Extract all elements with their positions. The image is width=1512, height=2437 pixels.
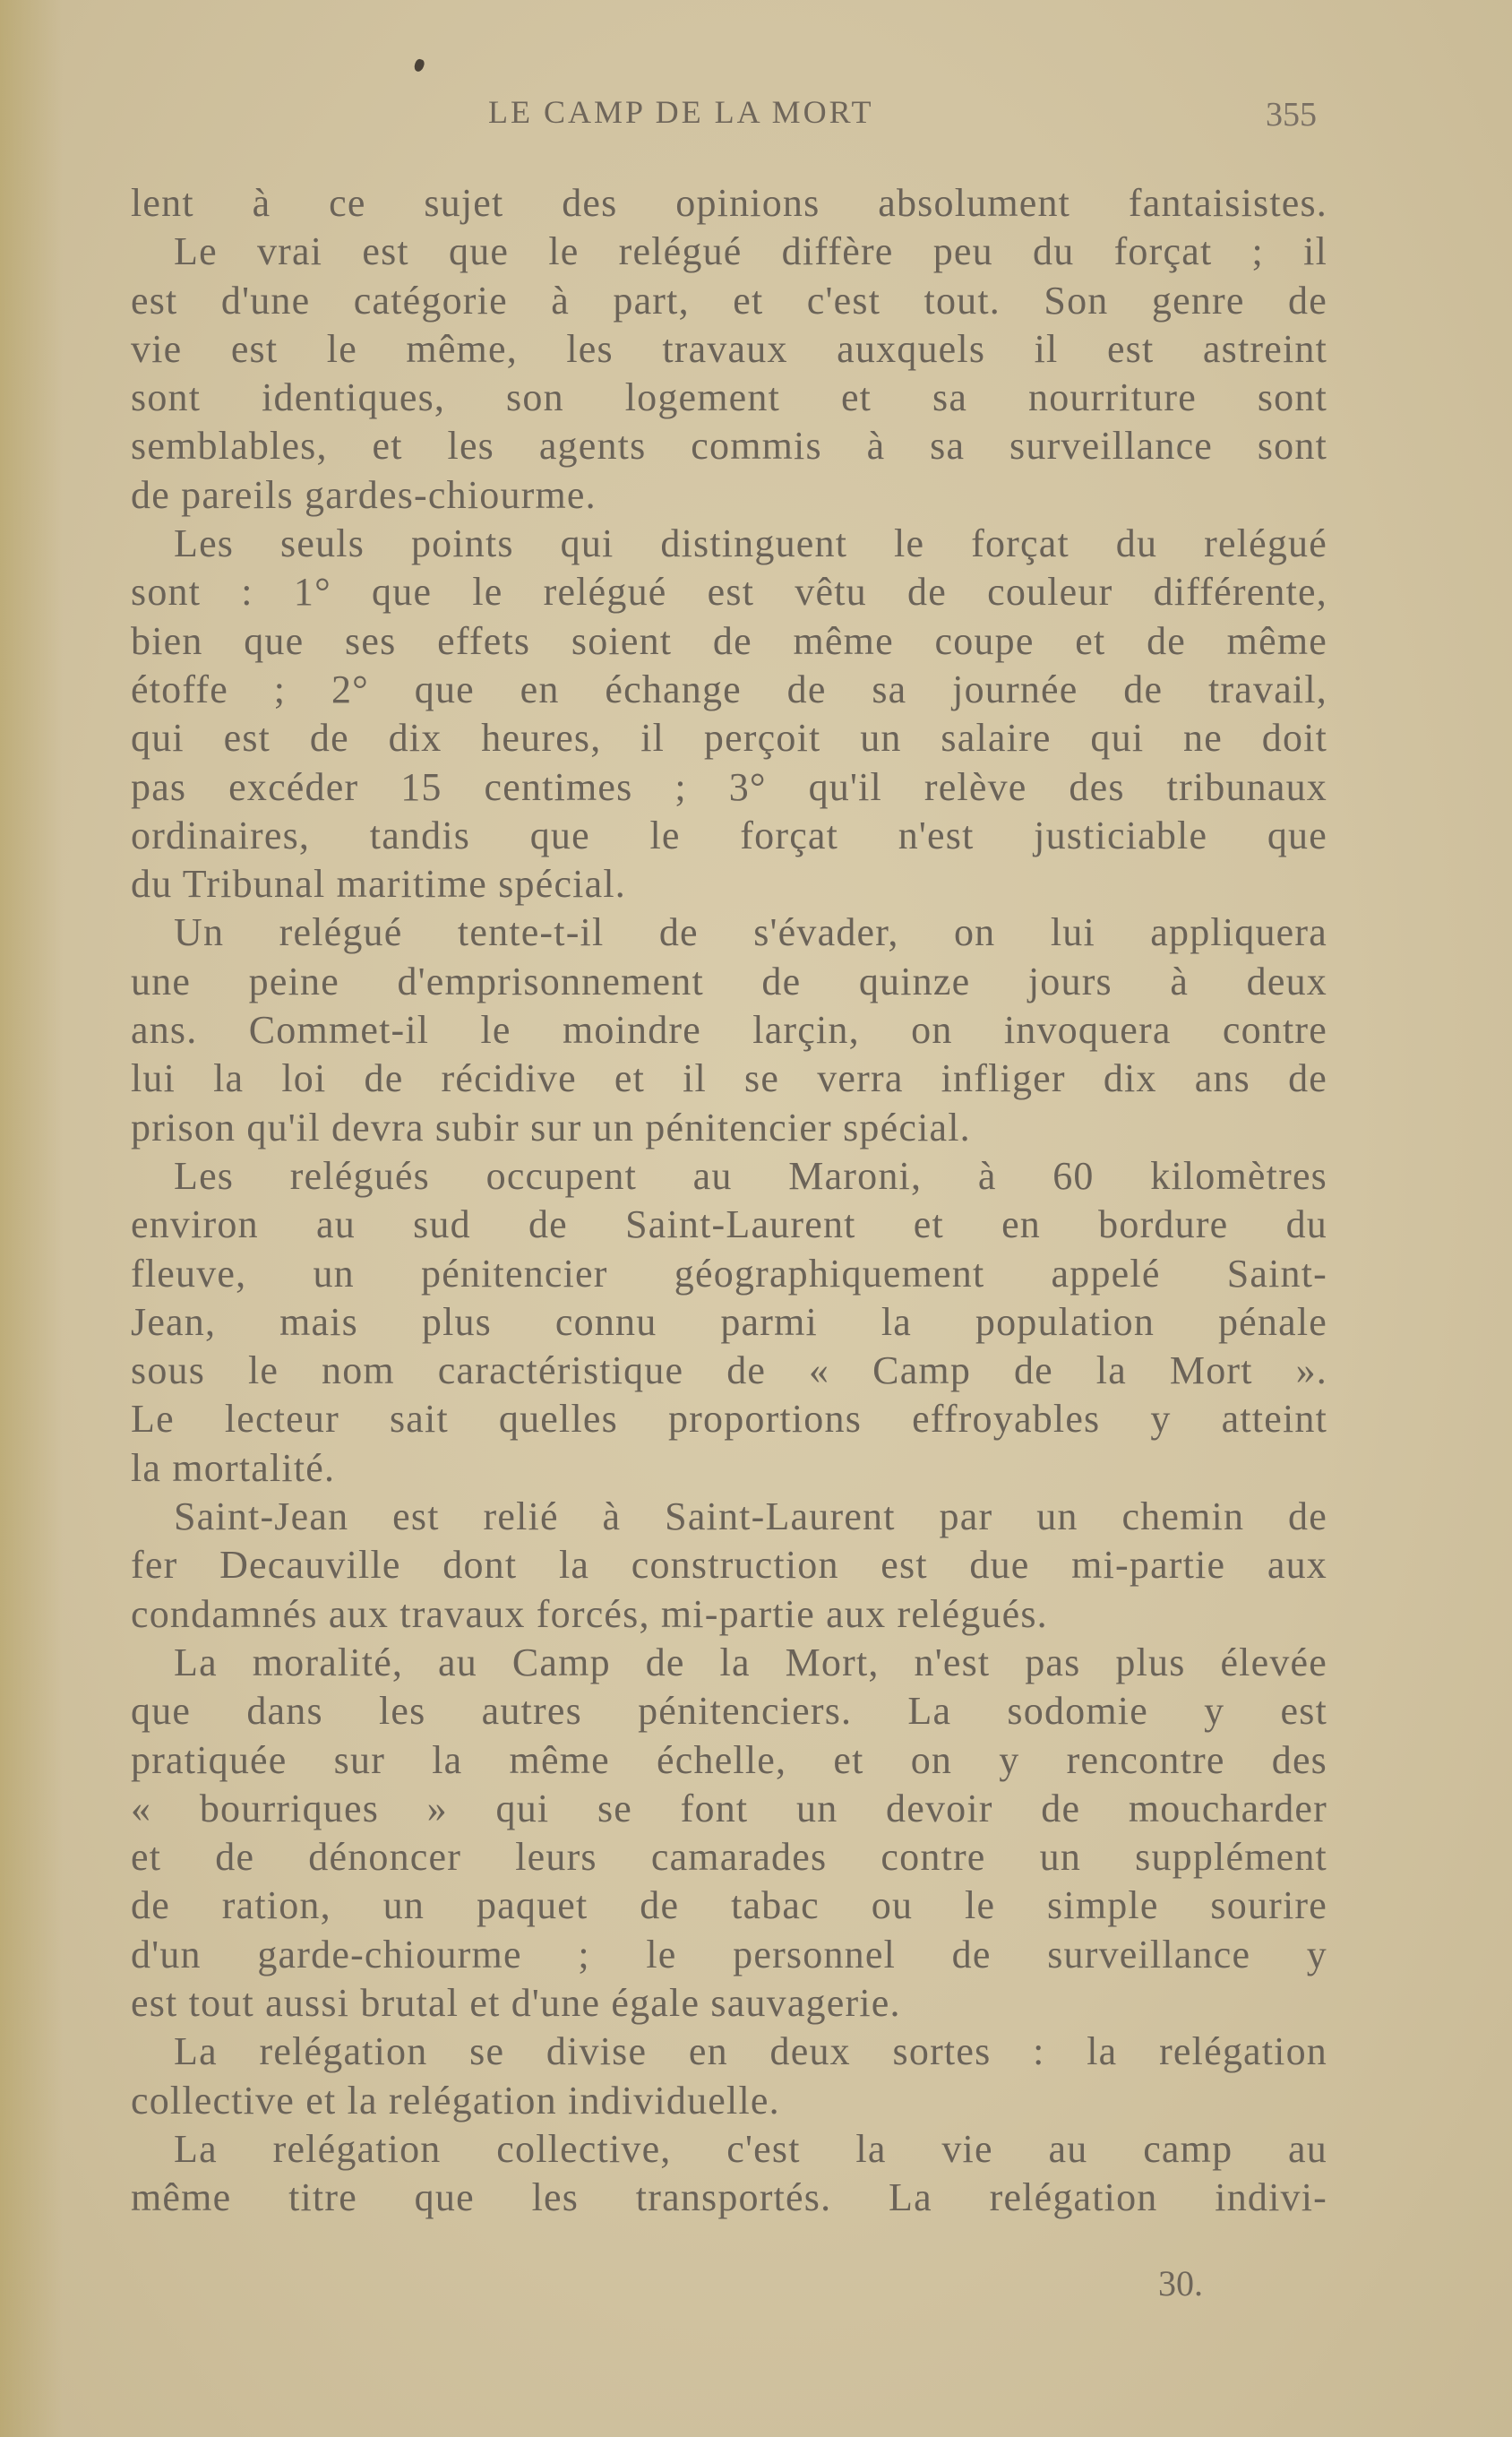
text-line: de ration, un paquet de tabac ou le simple sourire xyxy=(131,1883,1327,1928)
text-line: Le lecteur sait quelles proportions effroyables y atteint xyxy=(131,1397,1327,1442)
text-line: qui est de dix heures, il perçoit un salaire qui ne doit xyxy=(131,716,1327,761)
text-line: que dans les autres pénitenciers. La sodomie y est xyxy=(131,1689,1327,1734)
text-line: une peine d'emprisonnement de quinze jours à deux xyxy=(131,959,1327,1003)
text-line: Jean, mais plus connu parmi la population pénale xyxy=(131,1299,1327,1344)
text-line: de pareils gardes-chiourme. xyxy=(131,472,597,517)
text-line: Saint-Jean est relié à Saint-Laurent par un chemin de xyxy=(174,1494,1327,1539)
text-line: Un relégué tente-t-il de s'évader, on lui appliquera xyxy=(174,910,1327,955)
text-line: du Tribunal maritime spécial. xyxy=(131,862,626,907)
text-line: lui la loi de récidive et il se verra infliger dix ans de xyxy=(131,1056,1327,1101)
text-line: prison qu'il devra subir sur un pénitencier spécial. xyxy=(131,1105,971,1150)
text-line: environ au sud de Saint-Laurent et en bordure du xyxy=(131,1202,1327,1247)
text-line: sont : 1° que le relégué est vêtu de couleur différente, xyxy=(131,570,1327,615)
text-line: ordinaires, tandis que le forçat n'est justiciable que xyxy=(131,813,1327,857)
text-line: La relégation collective, c'est la vie au camp au xyxy=(174,2126,1327,2171)
text-line: La moralité, au Camp de la Mort, n'est pas plus élevée xyxy=(174,1640,1327,1684)
text-line: est d'une catégorie à part, et c'est tout. Son genre de xyxy=(131,278,1327,323)
text-line: ans. Commet-il le moindre larçin, on invoquera contre xyxy=(131,1008,1327,1053)
text-line: d'un garde-chiourme ; le personnel de surveillance y xyxy=(131,1932,1327,1976)
text-line: « bourriques » qui se font un devoir de moucharder xyxy=(131,1786,1327,1830)
text-line: pratiquée sur la même échelle, et on y rencontre des xyxy=(131,1737,1327,1782)
text-line: bien que ses effets soient de même coupe et de même xyxy=(131,618,1327,663)
text-line: la mortalité. xyxy=(131,1445,336,1490)
text-line: semblables, et les agents commis à sa surveillance sont xyxy=(131,424,1327,469)
text-line: La relégation se divise en deux sortes : la relégation xyxy=(174,2029,1327,2074)
running-title: LE CAMP DE LA MORT xyxy=(488,94,874,130)
text-line: vie est le même, les travaux auxquels il est astreint xyxy=(131,326,1327,371)
text-line: sont identiques, son logement et sa nourriture sont xyxy=(131,375,1327,420)
page-header xyxy=(0,93,1512,138)
signature-mark: 30. xyxy=(1158,2263,1203,2304)
body-text xyxy=(131,179,1327,2222)
page-number: 355 xyxy=(1266,96,1317,133)
text-line: fleuve, un pénitencier géographiquement appelé Saint- xyxy=(131,1251,1327,1296)
text-line: lent à ce sujet des opinions absolument fantaisistes. xyxy=(131,181,1327,225)
text-line: condamnés aux travaux forcés, mi-partie aux relégués. xyxy=(131,1591,1048,1636)
text-line: est tout aussi brutal et d'une égale sauvagerie. xyxy=(131,1980,901,2025)
text-line: même titre que les transportés. La relégation indivi- xyxy=(131,2175,1327,2220)
ink-speck xyxy=(413,58,425,73)
text-line: Les relégués occupent au Maroni, à 60 kilomètres xyxy=(174,1153,1327,1198)
text-line: fer Decauville dont la construction est due mi-partie aux xyxy=(131,1543,1327,1588)
text-line: sous le nom caractéristique de « Camp de la Mort ». xyxy=(131,1348,1327,1393)
text-line: étoffe ; 2° que en échange de sa journée de travail, xyxy=(131,667,1327,711)
text-line: et de dénoncer leurs camarades contre un supplément xyxy=(131,1835,1327,1880)
text-line: collective et la relégation individuelle. xyxy=(131,2078,780,2123)
text-line: Les seuls points qui distinguent le forçat du relégué xyxy=(174,521,1327,566)
text-line: Le vrai est que le relégué diffère peu du forçat ; il xyxy=(174,229,1327,274)
text-line: pas excéder 15 centimes ; 3° qu'il relève des tribunaux xyxy=(131,764,1327,809)
